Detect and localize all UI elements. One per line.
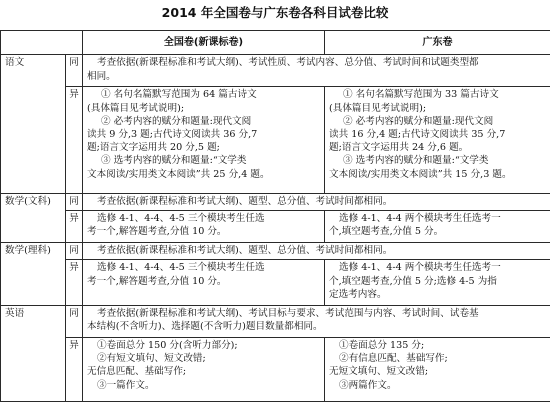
table-row bbox=[1, 306, 550, 338]
text-line: 无信息匹配、基础写作; bbox=[87, 366, 187, 378]
chinese-guangdong-text bbox=[325, 87, 550, 193]
text-line: 选修 4-1、4-4、4-5 三个模块考生任选 bbox=[97, 213, 265, 225]
chinese-national-text bbox=[83, 87, 325, 193]
text-line: 无短文填句、短文改错; bbox=[329, 366, 429, 378]
text-line: ③一篇作文。 bbox=[97, 379, 155, 391]
subject-math-science: 数学(理科) bbox=[1, 243, 66, 306]
math-science-national-text bbox=[83, 260, 325, 306]
text-line: 读共 9 分,3 题;古代诗文阅读共 36 分,7 bbox=[87, 129, 258, 141]
header-guangdong: 广东卷 bbox=[325, 31, 550, 55]
same-label: 同 bbox=[66, 55, 83, 87]
text-line: ② 必考内容的赋分和题量:现代文阅 bbox=[343, 115, 494, 127]
text-line: ③ 选考内容的赋分和题量:“文学类 bbox=[101, 155, 247, 167]
text-line: 题;语言文字运用共 20 分,5 题; bbox=[87, 142, 220, 154]
text-line: 考查依据(新课程标准和考试大纲)、考试目标与要求、考试范围与内容、考试时间、试卷基 bbox=[97, 308, 479, 320]
text-line: 考查依据(新课程标准和考试大纲)、考试性质、考试内容、总分值、考试时间和试题类型都 bbox=[97, 57, 479, 69]
text-line: 文本阅读/实用类文本阅读”共 15 分,3 题。 bbox=[329, 168, 512, 180]
text-line: 选修 4-1、4-4、4-5 三个模块考生任选 bbox=[97, 262, 265, 274]
text-line: 选修 4-1、4-4 两个模块考生任选考一 bbox=[339, 262, 501, 274]
same-label: 同 bbox=[66, 243, 83, 260]
chinese-same-text bbox=[83, 55, 550, 87]
text-line: 定选考内容。 bbox=[329, 288, 387, 300]
text-line: ③两篇作文。 bbox=[339, 379, 397, 391]
table-row bbox=[1, 211, 550, 243]
text-line: 题;语言文字运用共 24 分,6 题。 bbox=[329, 142, 469, 154]
table-row bbox=[1, 243, 550, 260]
text-line: ①卷面总分 135 分; bbox=[339, 340, 425, 352]
text-line: ②有信息匹配、基础写作; bbox=[339, 353, 448, 365]
text-line: 相同。 bbox=[87, 70, 116, 82]
diff-label: 异 bbox=[66, 211, 83, 243]
text-line: 选修 4-1、4-4 两个模块考生任选考一 bbox=[339, 213, 501, 225]
same-label: 同 bbox=[66, 306, 83, 338]
subject-math-arts: 数学(文科) bbox=[1, 193, 66, 242]
english-same-text bbox=[83, 306, 550, 338]
text-line: (具体篇目见考试说明); bbox=[329, 102, 427, 114]
text-line: 考查依据(新课程标准和考试大纲)、题型、总分值、考试时间都相同。 bbox=[97, 195, 393, 207]
subject-english: 英语 bbox=[1, 306, 66, 402]
diff-label: 异 bbox=[66, 260, 83, 306]
subject-chinese: 语文 bbox=[1, 55, 66, 193]
table-row bbox=[1, 338, 550, 402]
header-blank bbox=[1, 31, 83, 55]
english-guangdong-text bbox=[325, 338, 550, 402]
english-national-text bbox=[83, 338, 325, 402]
math-arts-guangdong-text bbox=[325, 211, 550, 243]
text-line: ② 必考内容的赋分和题量:现代文阅 bbox=[101, 115, 252, 127]
text-line: 考查依据(新课程标准和考试大纲)、题型、总分值、考试时间都相同。 bbox=[97, 245, 393, 257]
table-row bbox=[1, 55, 550, 87]
math-science-same-text bbox=[83, 243, 550, 260]
page-title: 2014 年全国卷与广东卷各科目试卷比较 bbox=[161, 5, 389, 20]
math-arts-same-text bbox=[83, 193, 550, 210]
text-line: 考一个,解答题考查,分值 10 分。 bbox=[87, 226, 227, 238]
diff-label: 异 bbox=[66, 338, 83, 402]
text-line: ②有短文填句、短文改错; bbox=[97, 353, 206, 365]
table-row bbox=[1, 193, 550, 210]
math-arts-national-text bbox=[83, 211, 325, 243]
math-science-guangdong-text bbox=[325, 260, 550, 306]
text-line: 本结构(不含听力)、选择题(不含听力)题目数量都相同。 bbox=[87, 321, 323, 333]
comparison-table bbox=[0, 30, 550, 402]
text-line: 读共 16 分,4 题;古代诗文阅读共 35 分,7 bbox=[329, 129, 506, 141]
text-line: (具体篇目见考试说明); bbox=[87, 102, 185, 114]
text-line: 个,填空题考查,分值 5 分。 bbox=[329, 226, 444, 238]
text-line: ① 名句名篇默写范围为 64 篇古诗文 bbox=[101, 89, 257, 101]
header-national: 全国卷(新课标卷) bbox=[83, 31, 325, 55]
text-line: 文本阅读/实用类文本阅读”共 25 分,4 题。 bbox=[87, 168, 270, 180]
table-row bbox=[1, 87, 550, 193]
text-line: ① 名句名篇默写范围为 33 篇古诗文 bbox=[343, 89, 499, 101]
header-row bbox=[1, 31, 550, 55]
text-line: ①卷面总分 150 分(含听力部分); bbox=[97, 340, 238, 352]
text-line: ③ 选考内容的赋分和题量:“文学类 bbox=[343, 155, 489, 167]
same-label: 同 bbox=[66, 193, 83, 210]
text-line: 个,填空题考查,分值 5 分;选修 4-5 为指 bbox=[329, 275, 497, 287]
table-row bbox=[1, 260, 550, 306]
text-line: 考一个,解答题考查,分值 10 分。 bbox=[87, 275, 227, 287]
diff-label: 异 bbox=[66, 87, 83, 193]
